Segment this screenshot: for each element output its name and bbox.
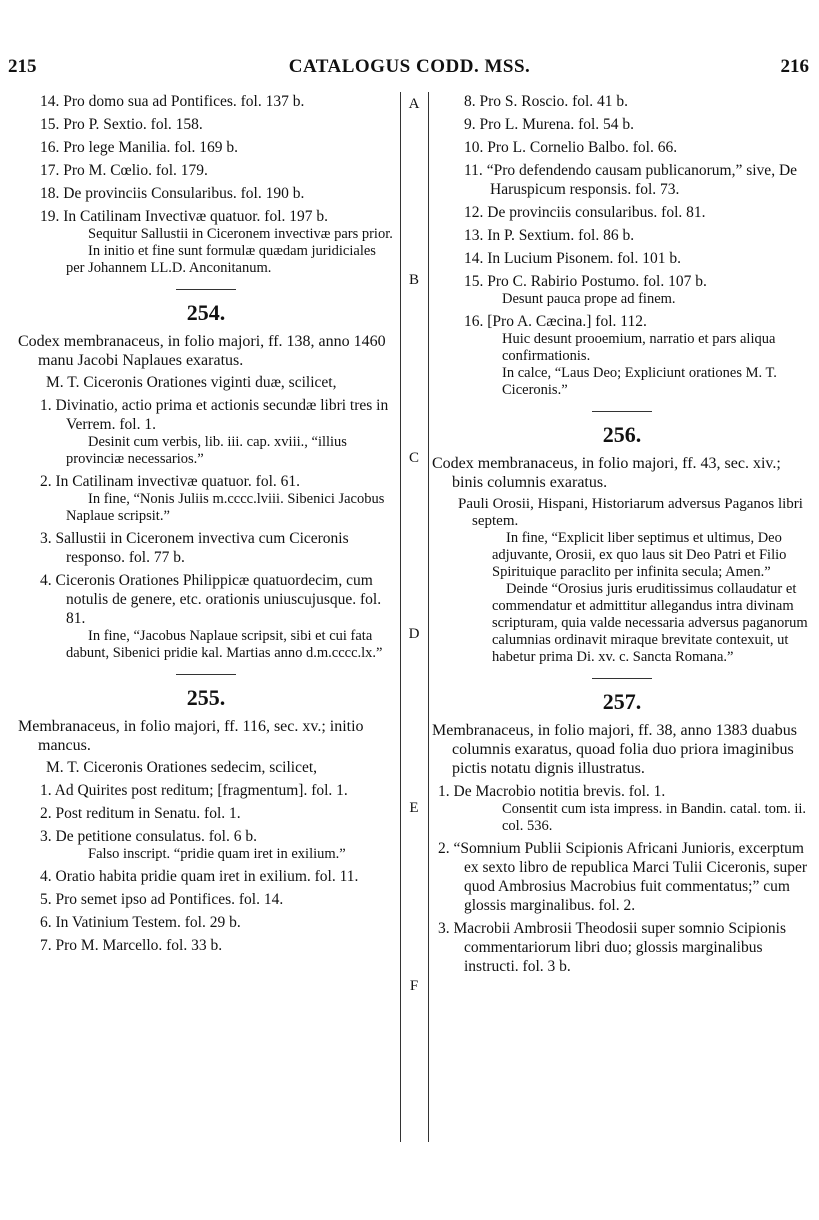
margin-mark-d: D bbox=[408, 626, 420, 642]
list-item-number: 12. bbox=[464, 204, 484, 221]
margin-mark-e: E bbox=[409, 800, 419, 816]
codex-description: Codex membranaceus, in folio majori, ff. 43, sec. xiv.; binis columnis exaratus. bbox=[432, 455, 781, 491]
list-item: 2. “Somnium Publii Scipionis Africani Junioris, excerptum ex sexto libro de republica Marci Tulii Ciceronis, super quod Ambrosius Macrobius fuit commentatus;” cum glossis marginalibus. fol. 2. bbox=[438, 840, 808, 914]
note: Falso inscript. “pridie quam iret in exilium.” bbox=[88, 846, 346, 862]
list-item: 3. De petitione consulatus. fol. 6 b. bbox=[40, 828, 257, 845]
list-item: 5. Pro semet ipso ad Pontifices. fol. 14. bbox=[40, 891, 284, 908]
list-item: De provinciis Consularibus. fol. 190 b. bbox=[63, 185, 305, 202]
codex-number-254: 254. bbox=[186, 300, 226, 325]
list-item-number: 14. bbox=[40, 93, 60, 110]
right-page-number: 216 bbox=[780, 56, 809, 77]
note: Deinde “Orosius juris eruditissimus collaudatur et commendatur et admittitur allegandus intra divinam scripturam, quia valde necessaria adversus paganorum calumnias ordinavit miraque brevitate contexuit, ut habetur prima Di. xv. c. Sancta Romana.” bbox=[492, 581, 808, 665]
list-item: “Pro defendendo causam publicanorum,” sive, De Haruspicum responsis. fol. 73. bbox=[486, 162, 798, 198]
margin-mark-c: C bbox=[408, 450, 419, 466]
note: In fine, “Jacobus Naplaue scripsit, sibi et cui fata dabunt, Sibenici pridie kal. Martias anno d.m.cccc.lx.” bbox=[66, 628, 383, 661]
note: In fine, “Explicit liber septimus et ultimus, Deo adjuvante, Orosii, ex quo laus sit Deo Patri et Filio Spirituique paraclito per infinita secula; Amen.” bbox=[492, 530, 787, 580]
section-rule bbox=[176, 674, 236, 675]
list-item: Pro S. Roscio. fol. 41 b. bbox=[479, 93, 629, 110]
list-item-number: 19. bbox=[40, 208, 60, 225]
codex-description: Membranaceus, in folio majori, ff. 38, anno 1383 duabus columnis exaratus, quoad folia duo priora imaginibus pictis notatu dignis illustratus. bbox=[432, 722, 797, 777]
list-item: 4. Ciceronis Orationes Philippicæ quatuordecim, cum notulis de genere, etc. orationis uniuscujusque. fol. 81. bbox=[40, 572, 382, 627]
column-divider-left bbox=[400, 92, 401, 1142]
codex-contents-intro: Pauli Orosii, Hispani, Historiarum adversus Paganos libri septem. bbox=[458, 496, 803, 529]
list-item: 1. De Macrobio notitia brevis. fol. 1. bbox=[438, 783, 666, 800]
note: Desinit cum verbis, lib. iii. cap. xviii., “illius provinciæ necessarios.” bbox=[66, 434, 347, 467]
codex-number-257: 257. bbox=[602, 689, 642, 714]
section-rule bbox=[592, 678, 652, 679]
list-item-number: 8. bbox=[464, 93, 476, 110]
list-item: Pro L. Murena. fol. 54 b. bbox=[479, 116, 635, 133]
codex-description: Membranaceus, in folio majori, ff. 116, sec. xv.; initio mancus. bbox=[18, 718, 364, 754]
list-item: De provinciis consularibus. fol. 81. bbox=[487, 204, 706, 221]
note: Huic desunt prooemium, narratio et pars aliqua confirmationis. bbox=[502, 331, 776, 364]
list-item: 2. In Catilinam invectivæ quatuor. fol. 61. bbox=[40, 473, 301, 490]
list-item-number: 10. bbox=[464, 139, 484, 156]
list-item: 3. Macrobii Ambrosii Theodosii super somnio Scipionis commentariorum libri duo; glossis marginalibus instructi. fol. 3 b. bbox=[438, 920, 787, 975]
list-item: Pro lege Manilia. fol. 169 b. bbox=[63, 139, 239, 156]
section-rule bbox=[176, 289, 236, 290]
list-item-number: 11. bbox=[464, 162, 483, 179]
list-item-number: 13. bbox=[464, 227, 484, 244]
list-item-number: 17. bbox=[40, 162, 60, 179]
list-item-number: 16. bbox=[40, 139, 60, 156]
list-item: Pro L. Cornelio Balbo. fol. 66. bbox=[487, 139, 678, 156]
codex-description: Codex membranaceus, in folio majori, ff. 138, anno 1460 manu Jacobi Naplaues exaratus. bbox=[18, 333, 386, 369]
running-title: CATALOGUS CODD. MSS. bbox=[288, 56, 531, 77]
codex-number-256: 256. bbox=[602, 422, 642, 447]
margin-mark-b: B bbox=[408, 272, 419, 288]
left-column bbox=[18, 92, 394, 955]
list-item: 3. Sallustii in Ciceronem invectiva cum Ciceronis responso. fol. 77 b. bbox=[40, 530, 349, 566]
note: Sequitur Sallustii in Ciceronem invectivæ pars prior. bbox=[88, 226, 393, 242]
list-item: In Catilinam Invectivæ quatuor. fol. 197 b. bbox=[63, 208, 328, 225]
list-item: Pro M. Cœlio. fol. 179. bbox=[63, 162, 208, 179]
list-item-number: 15. bbox=[40, 116, 60, 133]
list-item: 1. Ad Quirites post reditum; [fragmentum]. fol. 1. bbox=[40, 782, 348, 799]
column-divider-right bbox=[428, 92, 429, 1142]
right-column bbox=[432, 92, 812, 976]
codex-number-255: 255. bbox=[186, 685, 226, 710]
list-item: 2. Post reditum in Senatu. fol. 1. bbox=[40, 805, 241, 822]
note: Desunt pauca prope ad finem. bbox=[502, 291, 676, 307]
codex-contents-intro: M. T. Ciceronis Orationes sedecim, scilicet, bbox=[46, 759, 318, 776]
note: In calce, “Laus Deo; Expliciunt orationes M. T. Ciceronis.” bbox=[502, 365, 777, 398]
list-item: 1. Divinatio, actio prima et actionis secundæ libri tres in Verrem. fol. 1. bbox=[40, 397, 389, 433]
list-item: 16. [Pro A. Cæcina.] fol. 112. bbox=[464, 313, 647, 330]
list-item-number: 18. bbox=[40, 185, 60, 202]
list-item: 7. Pro M. Marcello. fol. 33 b. bbox=[40, 937, 223, 954]
note: In initio et fine sunt formulæ quædam juridiciales per Johannem LL.D. Anconitanum. bbox=[66, 243, 376, 276]
margin-mark-a: A bbox=[408, 96, 420, 112]
list-item: 6. In Vatinium Testem. fol. 29 b. bbox=[40, 914, 241, 931]
list-item: Pro domo sua ad Pontifices. fol. 137 b. bbox=[63, 93, 305, 110]
list-item: In Lucium Pisonem. fol. 101 b. bbox=[487, 250, 681, 267]
left-page-number: 215 bbox=[8, 56, 37, 77]
section-rule bbox=[592, 411, 652, 412]
margin-mark-f: F bbox=[409, 978, 419, 994]
note: Consentit cum ista impress. in Bandin. catal. tom. ii. col. 536. bbox=[502, 801, 807, 834]
list-item-number: 15. bbox=[464, 273, 484, 290]
list-item-number: 9. bbox=[464, 116, 476, 133]
list-item: 4. Oratio habita pridie quam iret in exilium. fol. 11. bbox=[40, 868, 359, 885]
list-item: In P. Sextium. fol. 86 b. bbox=[487, 227, 635, 244]
note: In fine, “Nonis Juliis m.cccc.lviii. Sibenici Jacobus Naplaue scripsit.” bbox=[66, 491, 385, 524]
list-item: Pro P. Sextio. fol. 158. bbox=[63, 116, 203, 133]
list-item: Pro C. Rabirio Postumo. fol. 107 b. bbox=[487, 273, 707, 290]
codex-contents-intro: M. T. Ciceronis Orationes viginti duæ, scilicet, bbox=[46, 374, 337, 391]
list-item-number: 14. bbox=[464, 250, 484, 267]
